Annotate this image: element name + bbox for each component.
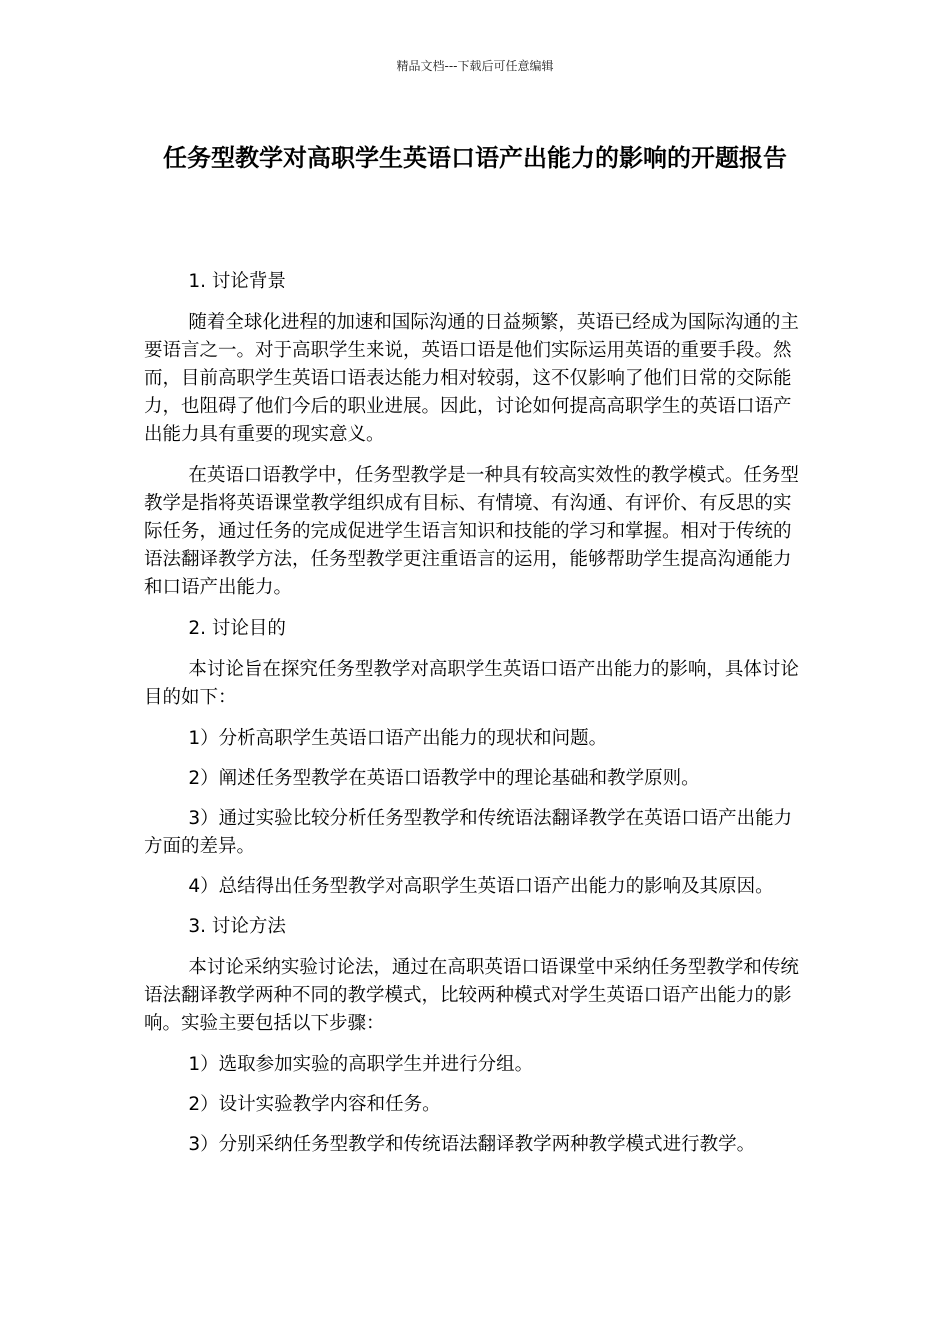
paragraph: 随着全球化进程的加速和国际沟通的日益频繁，英语已经成为国际沟通的主要语言之一。对于高职学生来说，英语口语是他们实际运用英语的重要手段。然而，目前高职学生英语口语表达能力相对较弱，这不仅影响了他们日常的交际能力，也阻碍了他们今后的职业进展。因此，讨论如何提高高职学生的英语口语产出能力具有重要的现实意义。 — [144, 312, 799, 445]
paragraph: 本讨论采纳实验讨论法，通过在高职英语口语课堂中采纳任务型教学和传统语法翻译教学两种不同的教学模式，比较两种模式对学生英语口语产出能力的影响。实验主要包括以下步骤： — [144, 957, 799, 1034]
list-item: 1）分析高职学生英语口语产出能力的现状和问题。 — [188, 728, 608, 749]
paragraph: 本讨论旨在探究任务型教学对高职学生英语口语产出能力的影响，具体讨论目的如下： — [144, 659, 799, 708]
list-item: 2）阐述任务型教学在英语口语教学中的理论基础和教学原则。 — [188, 768, 700, 789]
page-header: 精品文档---下载后可任意编辑 — [396, 59, 554, 73]
list-item: 1）选取参加实验的高职学生并进行分组。 — [188, 1054, 534, 1075]
list-item: 2）设计实验教学内容和任务。 — [188, 1094, 441, 1115]
paragraph: 在英语口语教学中，任务型教学是一种具有较高实效性的教学模式。任务型教学是指将英语课堂教学组织成有目标、有情境、有沟通、有评价、有反思的实际任务，通过任务的完成促进学生语言知识和技能的学习和掌握。相对于传统的语法翻译教学方法，任务型教学更注重语言的运用，能够帮助学生提高沟通能力和口语产出能力。 — [144, 465, 799, 598]
section-heading-background: 1. 讨论背景 — [188, 271, 286, 292]
list-item: 4）总结得出任务型教学对高职学生英语口语产出能力的影响及其原因。 — [188, 876, 774, 897]
list-item: 3）通过实验比较分析任务型教学和传统语法翻译教学在英语口语产出能力方面的差异。 — [144, 808, 793, 857]
document-title: 任务型教学对高职学生英语口语产出能力的影响的开题报告 — [163, 144, 787, 172]
list-item: 3）分别采纳任务型教学和传统语法翻译教学两种教学模式进行教学。 — [188, 1134, 756, 1155]
section-heading-method: 3. 讨论方法 — [188, 916, 286, 937]
document-body — [144, 268, 809, 1171]
section-heading-purpose: 2. 讨论目的 — [188, 618, 286, 639]
